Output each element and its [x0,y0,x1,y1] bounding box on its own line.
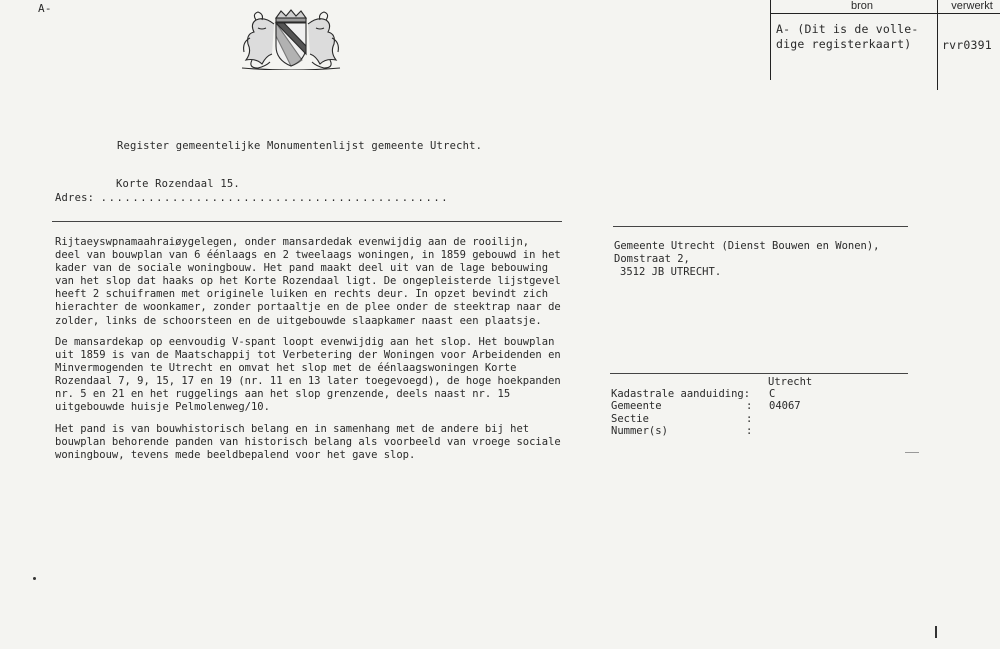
kadaster-label: Kadastrale aanduiding: [611,388,751,400]
description-line: Rozendaal 7, 9, 15, 17 en 19 (nr. 11 en 13 later toegevoegd), de hoge hoekpanden [55,375,561,388]
owner-name: Gemeente Utrecht (Dienst Bouwen en Wonen), [614,240,880,252]
description-paragraph-2 [55,336,561,415]
description-paragraph-3 [55,423,561,462]
bron-line: dige registerkaart) [776,37,912,51]
description-line: heeft 2 schuiframen met originele luiken en rechts deur. In opzet bevindt zich [55,288,549,301]
description-line: uit 1859 is van de Maatschappij tot Verbetering der Woningen voor Arbeidenden en [55,349,561,362]
kadaster-value: C [769,388,776,400]
scan-mark [935,626,937,638]
card-code: A- [38,2,52,15]
kadaster-row [611,425,911,437]
address-dots: ............................................ [100,192,450,204]
description-line: bouwplan behorende panden van historisch belang als voorbeeld van vroege sociale [55,436,561,449]
verwerkt-header: verwerkt [951,0,993,12]
kadaster-table [611,388,911,438]
kadaster-row [611,388,911,400]
description-line: van het slop dat haaks op het Korte Rozendaal ligt. De ongepleisterde lijstgevel [55,275,561,288]
description-paragraph-1 [55,236,561,328]
description-line: Het pand is van bouwhistorisch belang en in samenhang met de andere bij het [55,423,530,435]
description-line: kader van de sociale woningbouw. Het pand maakt deel uit van de lage bebouwing [55,262,549,275]
owner-city: 3512 JB UTRECHT. [620,266,722,278]
owner-block [614,240,880,279]
description-line: woningbouw, tevens mede beeldbepalend voor het gave slop. [55,449,416,462]
bron-cell [776,22,918,52]
description-line: zolder, links de schoorsteen en de uitgebouwde slaapkamer naast een plaatsje. [55,314,542,327]
kadaster-row [611,413,911,425]
description-line: uitgebouwde huisje Pelmolenweg/10. [55,401,270,414]
kadaster-row [611,400,911,412]
verwerkt-cell: rvr0391 [942,38,992,52]
description-line: De mansardekap op eenvoudig V-spant loopt evenwijdig aan het slop. Het bouwplan [55,336,555,348]
owner-street: Domstraat 2, [614,253,690,265]
kadaster-label: Nummer(s) [611,425,668,438]
description-line: Minvermogenden te Utrecht en omvat het slop met de éénlaagswoningen Korte [55,362,517,375]
kadaster-value: 04067 [769,400,801,413]
description-line: hierachter de woonkamer, zonder portaaltje en de plee onder de steektrap naar de [55,301,561,314]
description-line: Rijtaeyswpnamaahraiøygelegen, onder mansardedak evenwijdig aan de rooilijn, [55,236,530,248]
kadaster-label: Sectie [611,412,649,425]
kadaster-place: Utrecht [768,376,813,388]
kadaster-sep: : [746,425,753,438]
utrecht-coat-of-arms-icon [236,8,346,70]
scan-speck [33,577,36,580]
scan-mark [905,452,919,453]
street-address: Korte Rozendaal 15. [116,178,240,190]
address-label: Adres: [55,192,95,204]
description-line: deel van bouwplan van 6 éénlaags en 2 tweelaags woningen, in 1859 gebouwd in het [55,249,561,262]
kadaster-sep: : [746,400,753,413]
page-title: Register gemeentelijke Monumentenlijst gemeente Utrecht. [117,140,483,152]
bron-line: A- (Dit is de volle- [776,22,919,36]
kadaster-sep: : [746,412,753,425]
kadaster-label: Gemeente [611,400,662,413]
bron-header: bron [850,0,874,12]
address-row [55,192,449,204]
description-line: nr. 5 en 21 en het ruggelings aan het slop grenzende, deels naast nr. 15 [55,388,511,401]
